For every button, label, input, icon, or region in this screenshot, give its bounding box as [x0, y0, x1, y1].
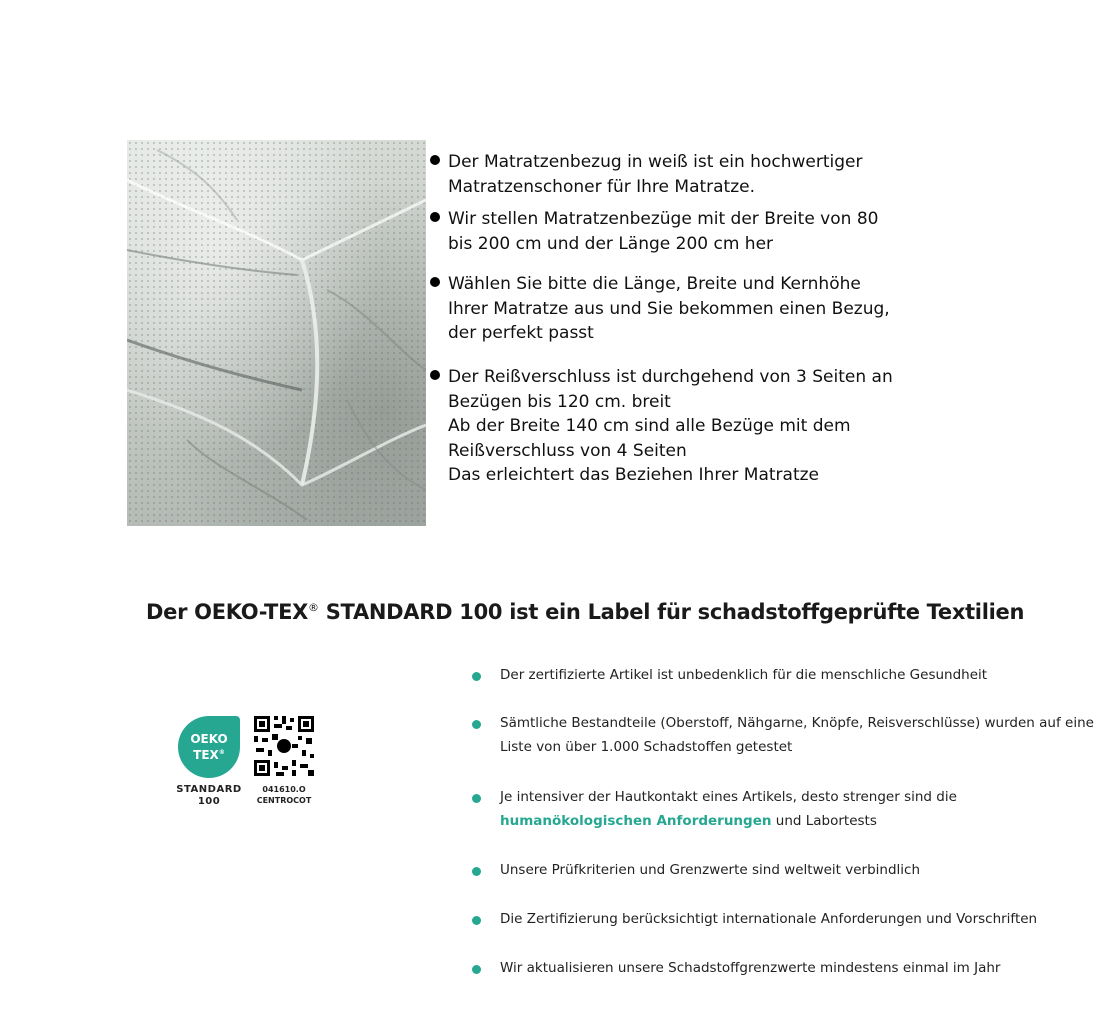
registered-mark: ® — [308, 601, 319, 614]
logo-text — [178, 732, 240, 762]
benefit-text: Sämtliche Bestandteile (Oberstoff, Nähgarne, Knöpfe, Reisverschlüsse) wurden auf eine Liste von über 1.000 Schadstoffen getestet — [500, 715, 1094, 755]
feature-text: Wir stellen Matratzenbezüge mit der Breite von 80 bis 200 cm und der Länge 200 cm her — [448, 209, 879, 254]
certificate-number: 041610.O — [262, 785, 306, 794]
bullet-icon — [472, 916, 481, 925]
benefit-text: Je intensiver der Hautkontakt eines Artikels, desto strenger sind die humanökologischen Anforderungen und Labortests — [500, 789, 957, 829]
benefit-text: Wir aktualisieren unsere Schadstoffgrenzwerte mindestens einmal im Jahr — [500, 960, 1001, 976]
certificate-info — [252, 784, 316, 806]
bullet-icon — [472, 965, 481, 974]
bullet-icon — [472, 867, 481, 876]
feature-text: Wählen Sie bitte die Länge, Breite und Kernhöhe Ihrer Matratze aus und Sie bekommen einen Bezug, der perfekt passt — [448, 274, 890, 343]
heading-part: STANDARD 100 ist ein Label für schadstoffgeprüfte Textilien — [318, 600, 1025, 624]
bullet-icon — [430, 370, 440, 380]
mattress-cover-illustration — [127, 140, 426, 526]
bullet-icon — [430, 155, 440, 165]
standard-label: STANDARD 100 — [176, 784, 242, 807]
feature-text: Der Matratzenbezug in weiß ist ein hochwertiger Matratzenschoner für Ihre Matratze. — [448, 152, 863, 197]
humanoekologische-anforderungen-link[interactable]: humanökologischen Anforderungen — [500, 813, 772, 829]
benefit-text: Unsere Prüfkriterien und Grenzwerte sind weltweit verbindlich — [500, 862, 921, 878]
mattress-cover-photo — [127, 140, 426, 526]
oeko-tex-logo — [172, 714, 332, 814]
oeko-tex-heading — [146, 600, 1086, 624]
benefit-text: Die Zertifizierung berücksichtigt internationale Anforderungen und Vorschriften — [500, 911, 1038, 927]
benefit-text: Der zertifizierte Artikel ist unbedenklich für die menschliche Gesundheit — [500, 667, 988, 683]
certificate-institute: CENTROCOT — [256, 796, 312, 805]
logo-line: OEKO — [190, 732, 228, 746]
bullet-icon — [430, 212, 440, 222]
bullet-icon — [472, 672, 481, 681]
bullet-icon — [430, 277, 440, 287]
logo-line: TEX® — [193, 748, 225, 762]
qr-code-icon — [252, 714, 316, 778]
feature-text: Der Reißverschluss ist durchgehend von 3 Seiten an Bezügen bis 120 cm. breit Ab der Breite 140 cm sind alle Bezüge mit dem Reißverschluss von 4 Seiten Das erleichtert das Beziehen Ihrer Matratze — [448, 367, 893, 485]
bullet-icon — [472, 720, 481, 729]
bullet-icon — [472, 794, 481, 803]
heading-part: Der OEKO-TEX — [146, 600, 309, 624]
